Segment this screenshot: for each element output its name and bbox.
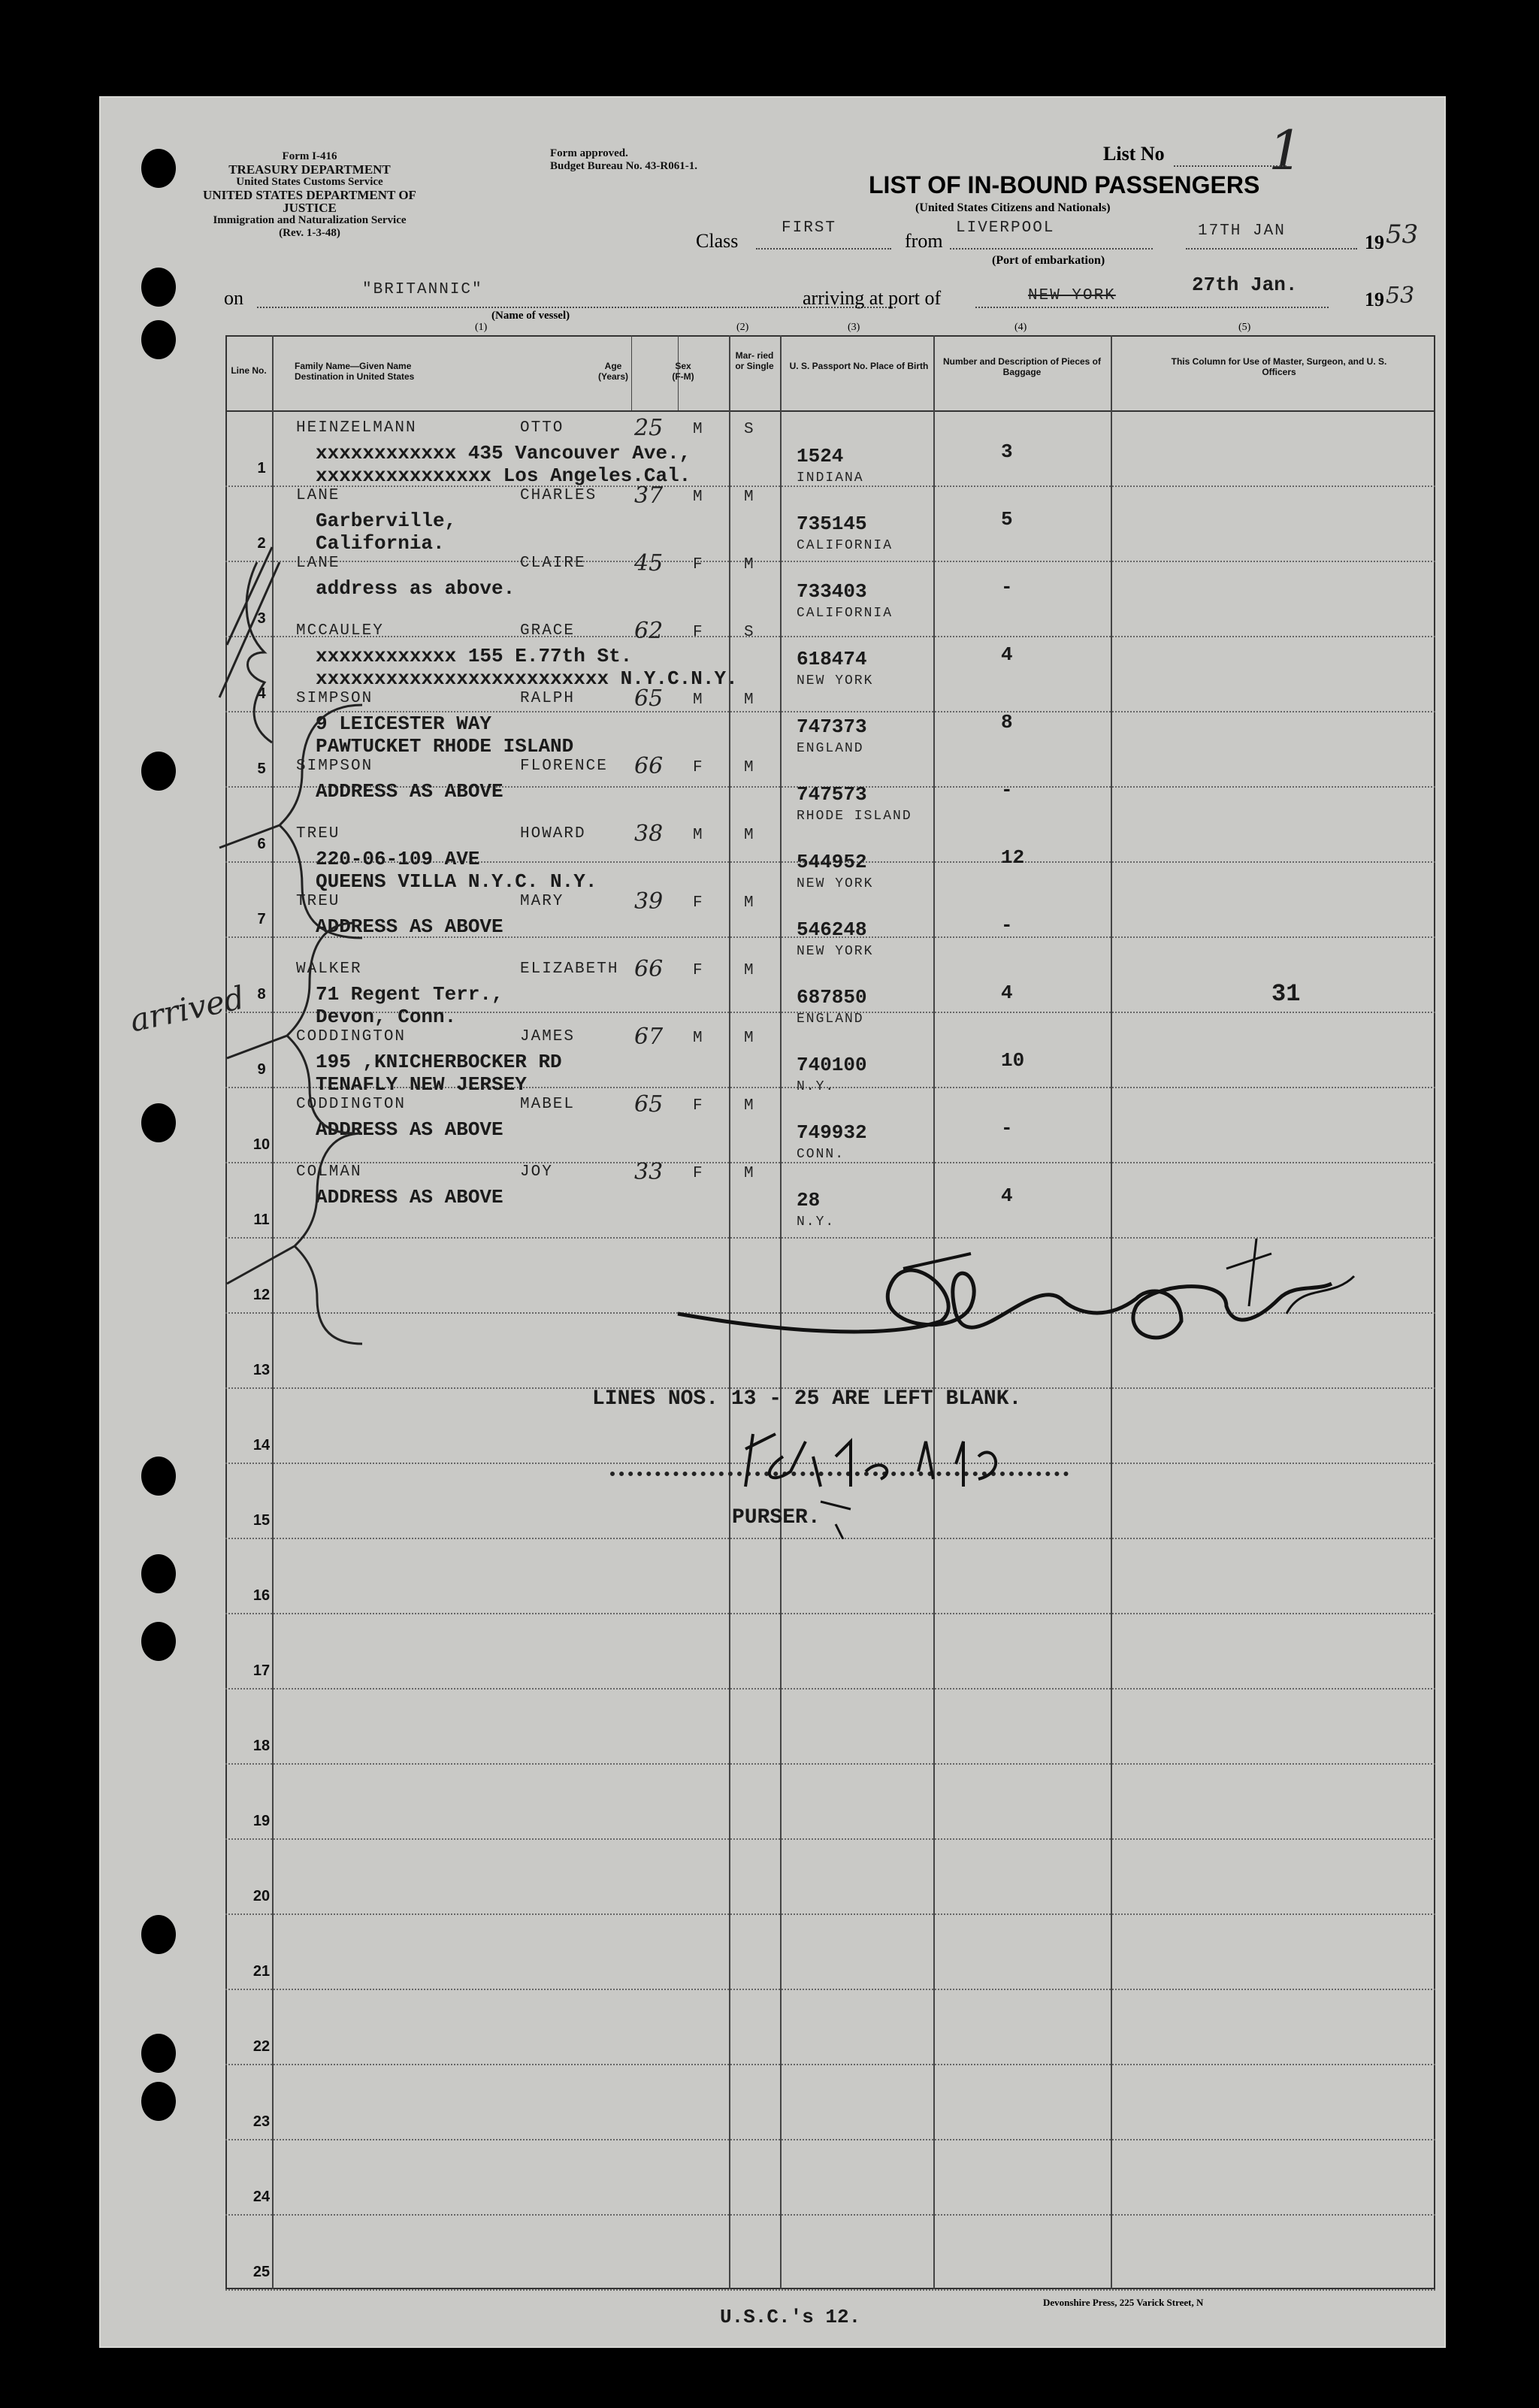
line-number: 11 bbox=[253, 1212, 270, 1228]
passenger-birthplace: ENGLAND bbox=[797, 1012, 864, 1027]
passenger-marital-status: M bbox=[744, 1097, 755, 1115]
passenger-address-line-2: xxxxxxxxxxxxxxx Los Angeles.Cal. bbox=[316, 464, 691, 487]
passenger-passport-number: 749932 bbox=[797, 1121, 867, 1144]
margin-note-arrived: arrived bbox=[126, 979, 248, 1039]
passenger-marital-status: M bbox=[744, 556, 755, 573]
list-number-value: 1 bbox=[1268, 119, 1303, 182]
passenger-sex: M bbox=[693, 827, 704, 844]
passenger-address-line-1: Garberville, bbox=[316, 510, 457, 532]
bottom-stamp: U.S.C.'s 12. bbox=[720, 2306, 861, 2328]
passenger-address-line-1: 9 LEICESTER WAY bbox=[316, 712, 492, 735]
departure-date-underline bbox=[1186, 248, 1357, 250]
row-rule bbox=[225, 2289, 1435, 2292]
passenger-passport-number: 687850 bbox=[797, 986, 867, 1009]
passenger-birthplace: NEW YORK bbox=[797, 944, 874, 959]
passenger-passport-number: 735145 bbox=[797, 513, 867, 535]
passenger-address-line-1: ADDRESS AS ABOVE bbox=[316, 915, 503, 938]
line-number: 17 bbox=[252, 1662, 271, 1679]
departure-year-prefix: 19 bbox=[1365, 231, 1384, 253]
manifest-subtitle: (United States Citizens and Nationals) bbox=[915, 201, 1111, 214]
passenger-address-line-1: xxxxxxxxxxxx 155 E.77th St. bbox=[316, 645, 633, 667]
officer-column-note: 31 bbox=[1271, 980, 1301, 1008]
punch-hole bbox=[141, 1457, 176, 1496]
passenger-given-name: RALPH bbox=[520, 690, 576, 707]
master-signature bbox=[655, 1209, 1392, 1389]
passenger-age: 37 bbox=[634, 483, 664, 509]
passenger-baggage: 4 bbox=[1001, 643, 1013, 666]
row-rule bbox=[225, 2064, 1435, 2066]
line-number: 24 bbox=[252, 2189, 271, 2205]
arrival-year: 53 bbox=[1386, 283, 1415, 309]
line-number: 25 bbox=[252, 2264, 271, 2280]
passenger-family-name: TREU bbox=[296, 893, 340, 910]
passenger-address-line-2: xxxxxxxxxxxxxxxxxxxxxxxxx N.Y.C.N.Y. bbox=[316, 667, 738, 690]
line-number: 5 bbox=[257, 761, 266, 777]
passenger-birthplace: RHODE ISLAND bbox=[797, 809, 912, 824]
header-agency-block bbox=[189, 150, 430, 240]
line-number: 22 bbox=[252, 2038, 271, 2055]
row-rule bbox=[225, 2214, 1435, 2216]
passenger-address-line-1: ADDRESS AS ABOVE bbox=[316, 1118, 503, 1141]
passenger-passport-number: 1524 bbox=[797, 445, 844, 467]
line-brackets bbox=[212, 532, 467, 1366]
passenger-age: 65 bbox=[634, 1091, 664, 1118]
list-number-line bbox=[1174, 165, 1287, 167]
passenger-sex: F bbox=[693, 556, 704, 573]
list-number-label: List No bbox=[1103, 143, 1165, 165]
passenger-sex: M bbox=[693, 691, 704, 709]
line-number: 15 bbox=[252, 1512, 271, 1529]
row-rule bbox=[225, 1763, 1435, 1765]
column-number-5: (5) bbox=[1238, 322, 1251, 333]
passenger-family-name: TREU bbox=[296, 825, 340, 842]
passenger-sex: F bbox=[693, 759, 704, 776]
passenger-given-name: ELIZABETH bbox=[520, 960, 619, 978]
passenger-given-name: GRACE bbox=[520, 622, 576, 640]
passenger-baggage: 8 bbox=[1001, 711, 1013, 734]
arriving-label: arriving at port of bbox=[803, 287, 942, 309]
column-number-4: (4) bbox=[1014, 322, 1027, 333]
passenger-given-name: MABEL bbox=[520, 1096, 576, 1113]
line-number: 4 bbox=[257, 685, 266, 702]
punch-hole bbox=[141, 2082, 176, 2121]
passenger-family-name: MCCAULEY bbox=[296, 622, 384, 640]
passenger-family-name: LANE bbox=[296, 555, 340, 572]
passenger-birthplace: N.Y. bbox=[797, 1079, 836, 1094]
dept-immigration: Immigration and Naturalization Service bbox=[213, 214, 407, 226]
dept-justice: UNITED STATES DEPARTMENT OF JUSTICE bbox=[203, 188, 416, 215]
row-rule bbox=[225, 1688, 1435, 1690]
line-number: 23 bbox=[252, 2113, 271, 2130]
line-number: 21 bbox=[252, 1963, 271, 1980]
passenger-given-name: JAMES bbox=[520, 1028, 576, 1045]
line-number: 20 bbox=[252, 1888, 271, 1904]
purser-label: PURSER. bbox=[732, 1506, 821, 1529]
form-approved: Form approved. bbox=[550, 147, 628, 159]
passenger-sex: M bbox=[693, 421, 704, 438]
passenger-given-name: JOY bbox=[520, 1163, 553, 1181]
passenger-given-name: CLAIRE bbox=[520, 555, 586, 572]
punch-hole bbox=[141, 1103, 176, 1142]
line-number: 3 bbox=[257, 610, 266, 627]
header-officers: This Column for Use of Master, Surgeon, and U. S. Officers bbox=[1171, 356, 1387, 377]
passenger-birthplace: INDIANA bbox=[797, 470, 864, 486]
passenger-given-name: FLORENCE bbox=[520, 758, 608, 775]
passenger-baggage: 4 bbox=[1001, 982, 1013, 1004]
arrival-date: 27th Jan. bbox=[1192, 274, 1298, 296]
passenger-sex: F bbox=[693, 962, 704, 979]
dept-treasury: TREASURY DEPARTMENT bbox=[228, 162, 391, 177]
row-rule bbox=[225, 2139, 1435, 2141]
punch-hole bbox=[141, 2034, 176, 2073]
passenger-marital-status: M bbox=[744, 962, 755, 979]
passenger-family-name: SIMPSON bbox=[296, 758, 373, 775]
embarkation-caption: (Port of embarkation) bbox=[992, 254, 1105, 267]
passenger-address-line-1: ADDRESS AS ABOVE bbox=[316, 780, 503, 803]
passenger-birthplace: CALIFORNIA bbox=[797, 606, 893, 621]
column-number-1: (1) bbox=[475, 322, 488, 333]
passenger-sex: F bbox=[693, 1165, 704, 1182]
row-rule bbox=[225, 1989, 1435, 1991]
passenger-passport-number: 28 bbox=[797, 1189, 821, 1212]
passenger-sex: F bbox=[693, 1097, 704, 1115]
passenger-address-line-1: xxxxxxxxxxxx 435 Vancouver Ave., bbox=[316, 442, 691, 464]
passenger-address-line-2: Devon, Conn. bbox=[316, 1006, 457, 1028]
manifest-page bbox=[99, 96, 1446, 2348]
passenger-address-line-2: QUEENS VILLA N.Y.C. N.Y. bbox=[316, 870, 597, 893]
punch-hole bbox=[141, 1622, 176, 1661]
passenger-age: 66 bbox=[634, 753, 664, 779]
passenger-baggage: 3 bbox=[1001, 440, 1013, 463]
arrival-year-prefix: 19 bbox=[1365, 289, 1384, 310]
line-number: 9 bbox=[257, 1061, 266, 1078]
header-baggage: Number and Description of Pieces of Baggage bbox=[942, 356, 1102, 377]
passenger-given-name: HOWARD bbox=[520, 825, 586, 842]
passenger-sex: F bbox=[693, 894, 704, 912]
passenger-given-name: OTTO bbox=[520, 419, 564, 437]
passenger-baggage: - bbox=[1001, 914, 1013, 936]
passenger-baggage: - bbox=[1001, 1117, 1013, 1139]
passenger-address-line-1: 220-06-109 AVE bbox=[316, 848, 480, 870]
passenger-passport-number: 618474 bbox=[797, 648, 867, 670]
passenger-sex: F bbox=[693, 624, 704, 641]
on-label: on bbox=[224, 287, 243, 309]
passenger-family-name: LANE bbox=[296, 487, 340, 504]
passenger-marital-status: S bbox=[744, 624, 755, 641]
passenger-age: 66 bbox=[634, 956, 664, 982]
passenger-age: 62 bbox=[634, 618, 664, 644]
passenger-age: 65 bbox=[634, 685, 664, 712]
punch-hole bbox=[141, 1554, 176, 1593]
table-header-rule bbox=[225, 410, 1435, 412]
passenger-sex: M bbox=[693, 489, 704, 506]
from-value: LIVERPOOL bbox=[956, 219, 1055, 237]
passenger-passport-number: 544952 bbox=[797, 851, 867, 873]
line-number: 2 bbox=[257, 535, 266, 552]
line-number: 8 bbox=[257, 986, 266, 1003]
passenger-passport-number: 733403 bbox=[797, 580, 867, 603]
passenger-marital-status: M bbox=[744, 1030, 755, 1047]
line-number: 14 bbox=[252, 1437, 271, 1454]
passenger-address-line-2: PAWTUCKET RHODE ISLAND bbox=[316, 735, 574, 758]
passenger-marital-status: S bbox=[744, 421, 755, 438]
line-number: 7 bbox=[257, 911, 266, 927]
passenger-family-name: HEINZELMANN bbox=[296, 419, 417, 437]
passenger-marital-status: M bbox=[744, 827, 755, 844]
passenger-family-name: SIMPSON bbox=[296, 690, 373, 707]
class-label: Class bbox=[696, 230, 739, 252]
passenger-baggage: 4 bbox=[1001, 1184, 1013, 1207]
arrival-port: NEW YORK bbox=[1028, 287, 1116, 304]
row-rule bbox=[225, 1913, 1435, 1916]
class-underline bbox=[756, 248, 891, 250]
line-number: 16 bbox=[252, 1587, 271, 1604]
passenger-birthplace: NEW YORK bbox=[797, 876, 874, 891]
from-underline bbox=[950, 248, 1153, 250]
passenger-age: 33 bbox=[634, 1159, 664, 1185]
punch-hole bbox=[141, 268, 176, 307]
header-married: Mar- ried or Single bbox=[735, 350, 774, 371]
line-number: 6 bbox=[257, 836, 266, 852]
manifest-title: LIST OF IN-BOUND PASSENGERS bbox=[869, 171, 1260, 198]
punch-hole bbox=[141, 149, 176, 188]
passenger-birthplace: NEW YORK bbox=[797, 673, 874, 688]
passenger-birthplace: N.Y. bbox=[797, 1215, 836, 1230]
passenger-passport-number: 747573 bbox=[797, 783, 867, 806]
departure-year: 53 bbox=[1386, 219, 1419, 250]
passenger-age: 25 bbox=[634, 415, 664, 441]
row-rule bbox=[225, 1613, 1435, 1615]
passenger-given-name: CHARLES bbox=[520, 487, 597, 504]
passenger-birthplace: CONN. bbox=[797, 1147, 845, 1162]
punch-hole bbox=[141, 1915, 176, 1954]
passenger-baggage: 10 bbox=[1001, 1049, 1025, 1072]
passenger-age: 39 bbox=[634, 888, 664, 915]
passenger-address-line-2: California. bbox=[316, 532, 445, 555]
passenger-baggage: 5 bbox=[1001, 508, 1013, 531]
passenger-marital-status: M bbox=[744, 691, 755, 709]
passenger-address-line-1: ADDRESS AS ABOVE bbox=[316, 1186, 503, 1209]
passenger-address-line-1: address as above. bbox=[316, 577, 516, 600]
line-number: 18 bbox=[252, 1738, 271, 1754]
form-revision: (Rev. 1-3-48) bbox=[279, 227, 340, 239]
blank-lines-note: LINES NOS. 13 - 25 ARE LEFT BLANK. bbox=[592, 1387, 1022, 1411]
vessel-underline bbox=[257, 307, 896, 308]
column-number-3: (3) bbox=[848, 322, 860, 333]
passenger-address-line-1: 195 ,KNICHERBOCKER RD bbox=[316, 1051, 562, 1073]
line-number: 10 bbox=[252, 1136, 271, 1153]
passenger-age: 45 bbox=[634, 550, 664, 576]
passenger-passport-number: 546248 bbox=[797, 918, 867, 941]
passenger-family-name: WALKER bbox=[296, 960, 362, 978]
passenger-marital-status: M bbox=[744, 759, 755, 776]
arrival-port-underline bbox=[975, 307, 1329, 308]
line-number: 12 bbox=[252, 1287, 271, 1303]
column-number-2: (2) bbox=[736, 322, 749, 333]
budget-block bbox=[550, 147, 760, 173]
passenger-marital-status: M bbox=[744, 489, 755, 506]
passenger-address-line-1: 71 Regent Terr., bbox=[316, 983, 503, 1006]
header-age: Age (Years) bbox=[597, 361, 629, 382]
passenger-sex: M bbox=[693, 1030, 704, 1047]
passenger-age: 38 bbox=[634, 821, 664, 847]
passenger-address-line-2: TENAFLY NEW JERSEY bbox=[316, 1073, 527, 1096]
passenger-marital-status: M bbox=[744, 1165, 755, 1182]
dept-customs: United States Customs Service bbox=[236, 176, 383, 188]
passenger-marital-status: M bbox=[744, 894, 755, 912]
passenger-baggage: - bbox=[1001, 576, 1013, 598]
purser-signature bbox=[625, 1426, 1046, 1539]
passenger-family-name: CODDINGTON bbox=[296, 1096, 407, 1113]
form-number: Form I-416 bbox=[282, 150, 337, 162]
passenger-family-name: COLMAN bbox=[296, 1163, 362, 1181]
departure-date: 17TH JAN bbox=[1198, 222, 1286, 240]
passenger-birthplace: ENGLAND bbox=[797, 741, 864, 756]
from-label: from bbox=[905, 230, 943, 252]
passenger-baggage: 12 bbox=[1001, 846, 1025, 869]
passenger-passport-number: 740100 bbox=[797, 1054, 867, 1076]
budget-number: Budget Bureau No. 43-R061-1. bbox=[550, 160, 697, 172]
passenger-given-name: MARY bbox=[520, 893, 564, 910]
punch-hole bbox=[141, 752, 176, 791]
header-line-no: Line No. bbox=[231, 365, 267, 376]
header-name: Family Name—Given Name Destination in United States bbox=[295, 361, 415, 382]
punch-hole bbox=[141, 320, 176, 359]
passenger-baggage: - bbox=[1001, 779, 1013, 801]
header-passport: U. S. Passport No. Place of Birth bbox=[789, 361, 929, 371]
line-number: 13 bbox=[252, 1362, 271, 1378]
header-sex: Sex (F-M) bbox=[672, 361, 694, 382]
row-rule bbox=[225, 1838, 1435, 1841]
line-number: 1 bbox=[257, 460, 266, 476]
passenger-age: 67 bbox=[634, 1024, 664, 1050]
line-number: 19 bbox=[252, 1813, 271, 1829]
passenger-birthplace: CALIFORNIA bbox=[797, 538, 893, 553]
printer-credit: Devonshire Press, 225 Varick Street, N bbox=[1043, 2297, 1204, 2308]
vessel-name: "BRITANNIC" bbox=[362, 281, 483, 298]
vessel-caption: (Name of vessel) bbox=[491, 310, 570, 322]
passenger-passport-number: 747373 bbox=[797, 715, 867, 738]
class-value: FIRST bbox=[782, 219, 837, 237]
passenger-family-name: CODDINGTON bbox=[296, 1028, 407, 1045]
